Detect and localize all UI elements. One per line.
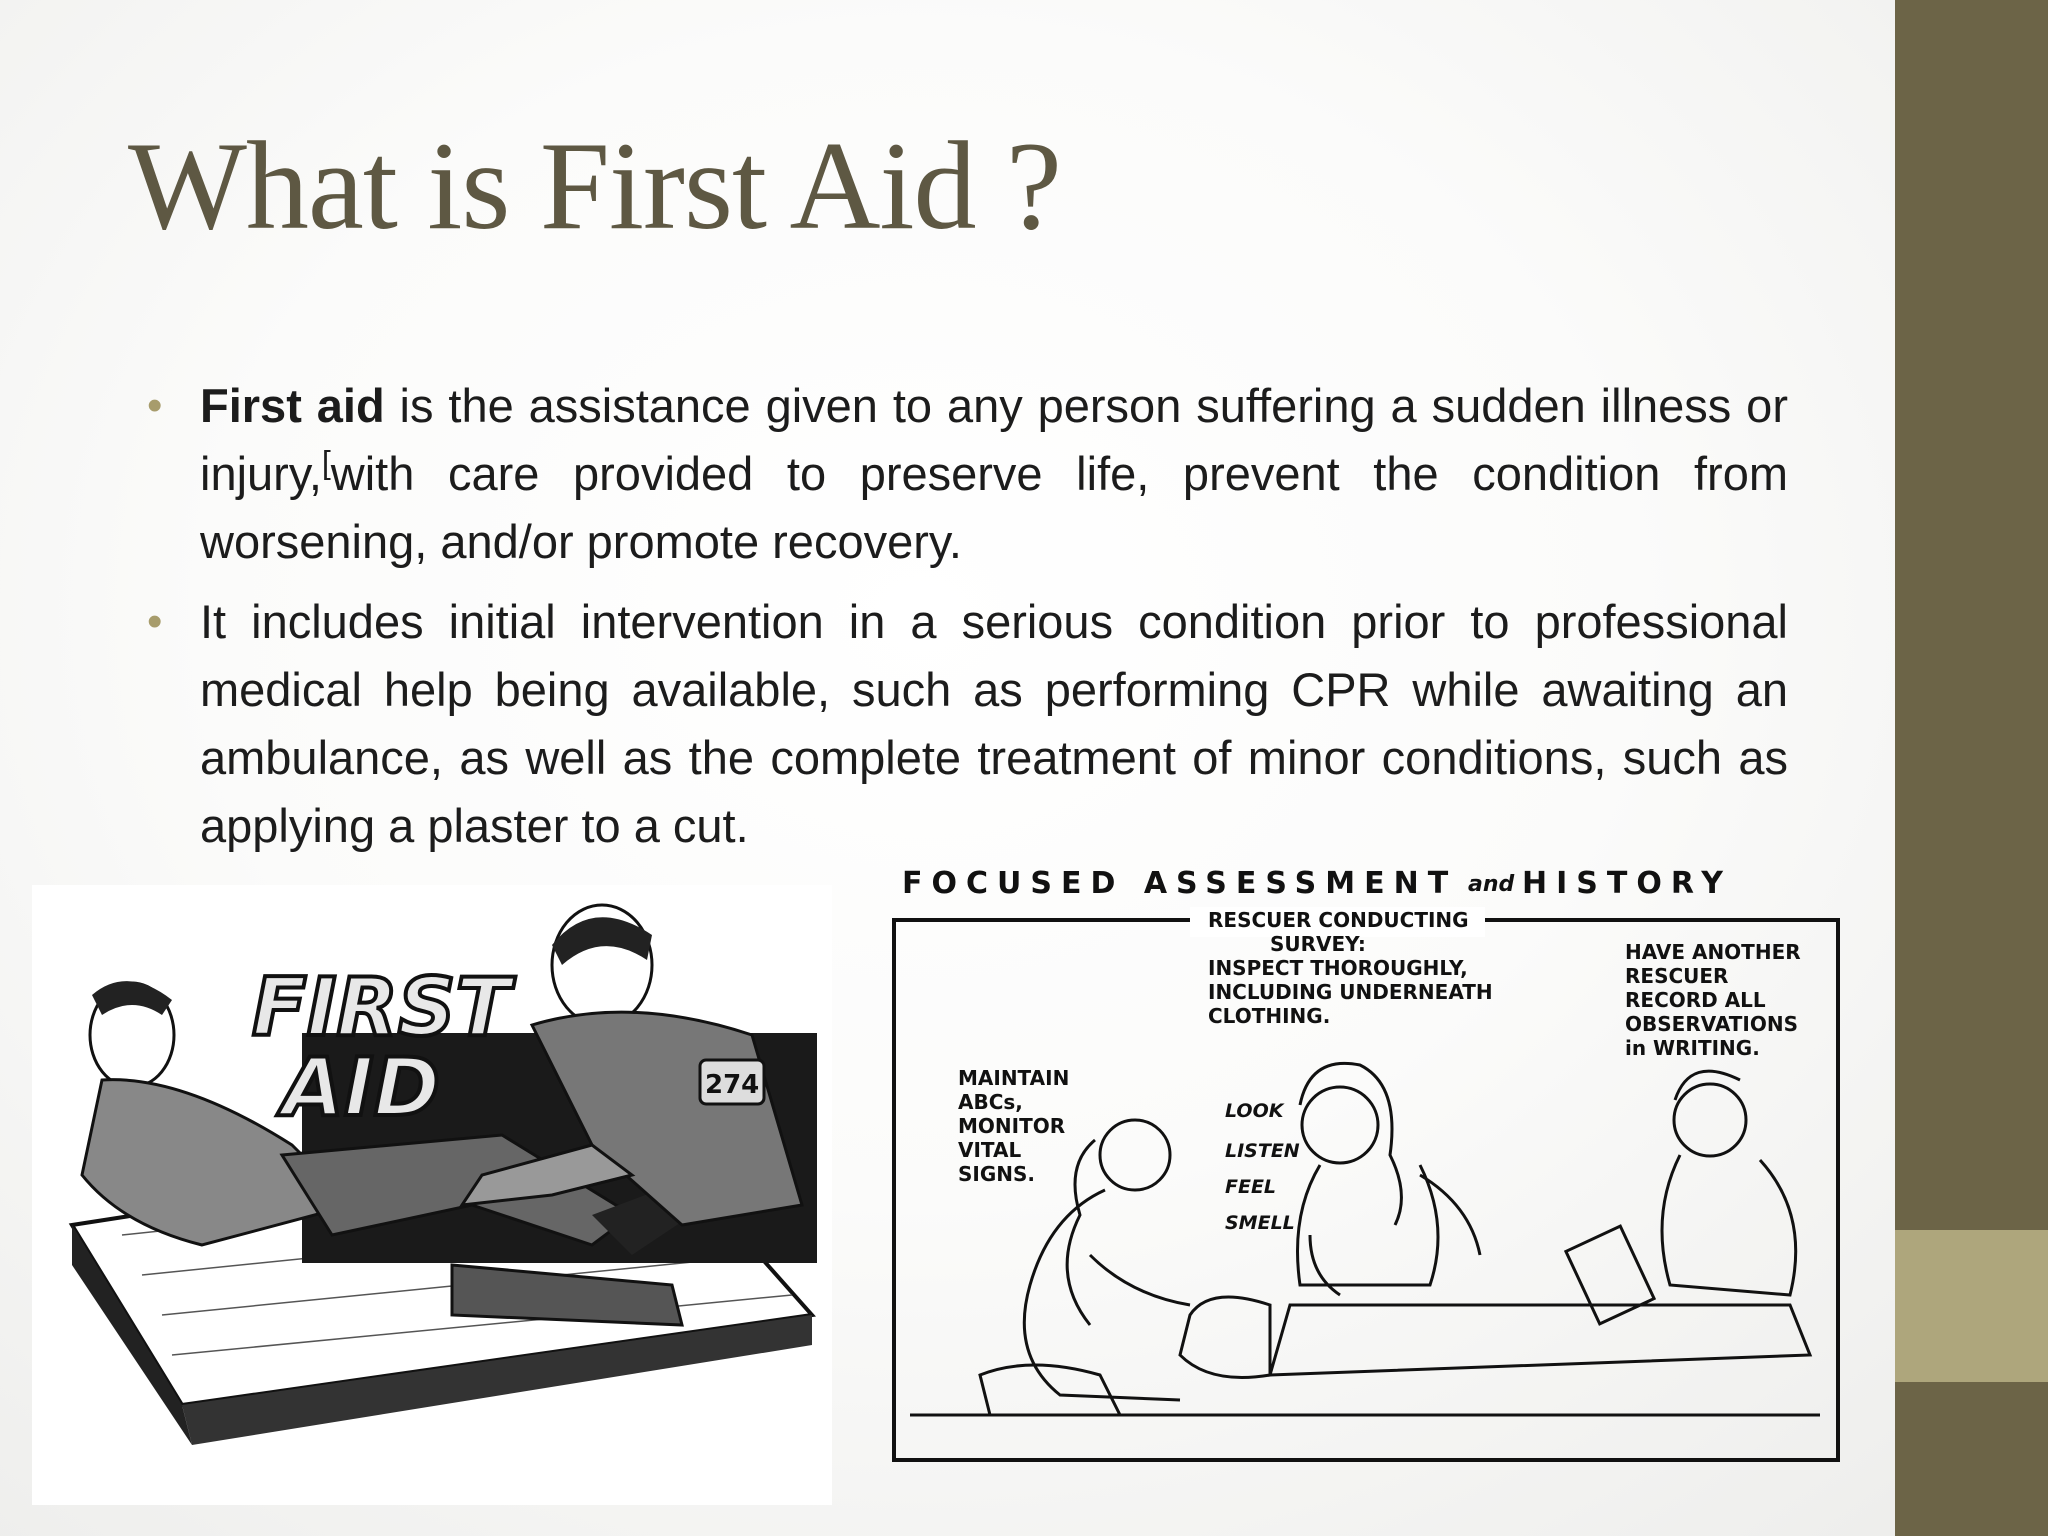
right-note-line: RECORD ALL	[1625, 988, 1766, 1012]
patch-text: 274	[705, 1070, 760, 1100]
bullet-item	[145, 372, 1788, 576]
first-aid-drawing	[32, 885, 832, 1505]
side-accent	[1895, 1230, 2048, 1382]
focused-assessment-illustration	[890, 855, 1845, 1465]
bullet-text: with care provided to preserve life, prevent the condition from worsening, and/or promote recovery.	[200, 447, 1788, 568]
right-note-line: HAVE ANOTHER	[1625, 940, 1801, 964]
heading-text: FOCUSED ASSESSMENT	[902, 866, 1458, 901]
bullet-lead-bold: First aid	[200, 379, 385, 432]
bullet-item	[145, 588, 1788, 860]
first-aid-illustration	[32, 885, 832, 1505]
sense-label: LISTEN	[1225, 1140, 1300, 1162]
bullet-text: is the assistance given to any person suffering a sudden illness or injury,	[200, 379, 1788, 500]
left-note-line: MAINTAIN	[958, 1066, 1070, 1090]
right-note-line: in WRITING.	[1625, 1036, 1760, 1060]
left-note-line: VITAL	[958, 1138, 1022, 1162]
left-note-line: ABCs,	[958, 1090, 1023, 1114]
center-note-line: SURVEY:	[1270, 932, 1366, 956]
slide-title: What is First Aid ?	[128, 117, 1061, 256]
bullet-marker: •	[147, 381, 163, 430]
bullet-list	[145, 372, 1788, 872]
heading-history-text: HISTORY	[1522, 866, 1733, 901]
assessment-drawing	[890, 855, 1845, 1465]
bullet-marker: •	[147, 597, 163, 646]
center-note-line: RESCUER CONDUCTING	[1208, 908, 1469, 932]
left-note-line: MONITOR	[958, 1114, 1066, 1138]
sign-aid-text: AID	[282, 1041, 441, 1134]
citation-mark: [	[321, 444, 331, 481]
center-note-line: INCLUDING UNDERNEATH	[1208, 980, 1493, 1004]
right-note-line: OBSERVATIONS	[1625, 1012, 1798, 1036]
bullet-text: It includes initial intervention in a serious condition prior to professional medical help being available, such as performing CPR while awaiting an ambulance, as well as the complete treatment of minor conditions, such as applying a plaster to a cut.	[200, 595, 1788, 852]
center-note-line: INSPECT THOROUGHLY,	[1208, 956, 1468, 980]
sense-label: LOOK	[1225, 1100, 1284, 1122]
sense-label: SMELL	[1225, 1212, 1295, 1234]
sign-first-text: FIRST	[252, 961, 511, 1054]
heading-and-text: and	[1468, 872, 1515, 897]
left-note-line: SIGNS.	[958, 1162, 1036, 1186]
right-note-line: RESCUER	[1625, 964, 1729, 988]
sense-label: FEEL	[1225, 1176, 1277, 1198]
center-note-line: CLOTHING.	[1208, 1004, 1331, 1028]
